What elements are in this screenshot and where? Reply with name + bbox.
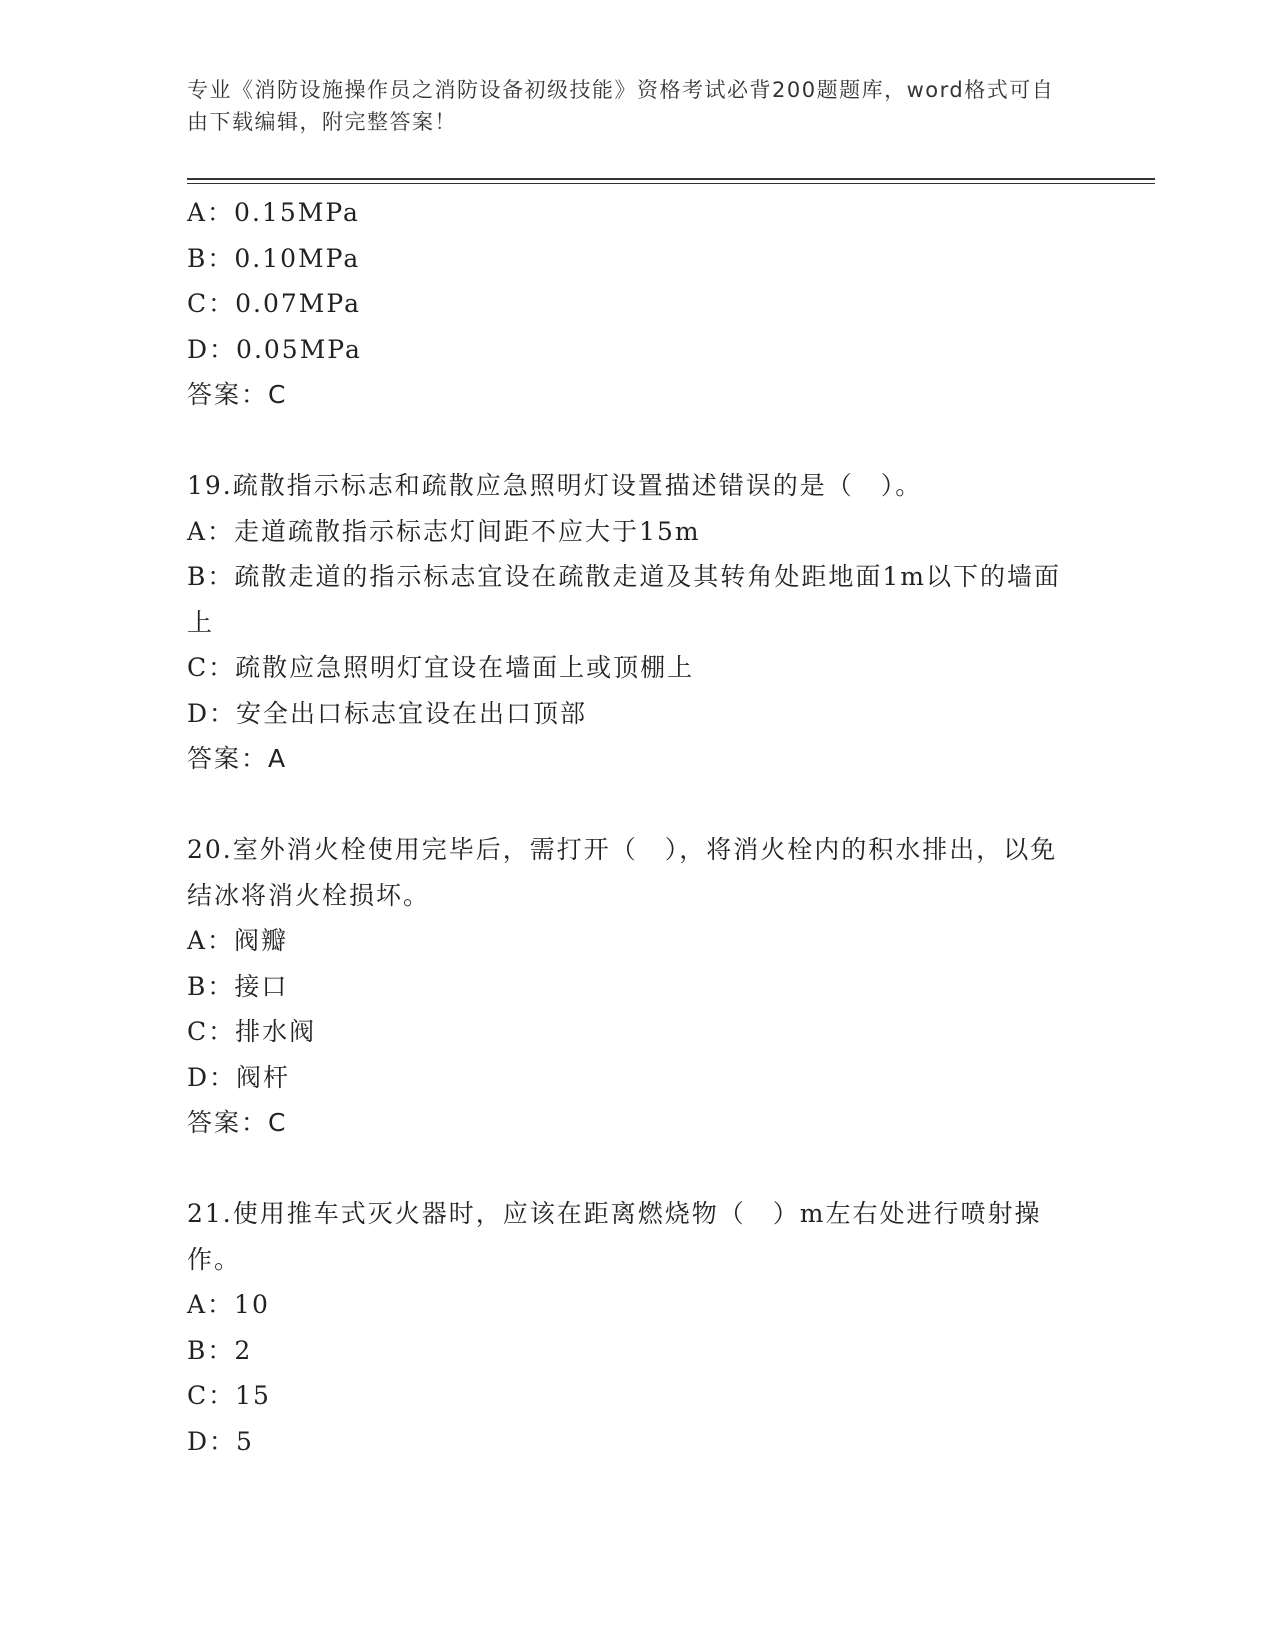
option-b: B：疏散走道的指示标志宜设在疏散走道及其转角处距地面1m以下的墙面上 [187,562,1061,637]
header-rule-thick [187,178,1155,180]
option-d: D：0.05MPa [187,334,362,364]
answer-line: 答案：C [187,1108,288,1137]
answer-line: 答案：C [187,380,288,409]
option-a: A：10 [187,1290,270,1319]
header-rule-thin [187,183,1155,184]
option-b: B：2 [187,1335,253,1365]
option-b: B：0.10MPa [187,243,361,273]
question-list [187,190,1087,1464]
option-c: C：排水阀 [187,1017,317,1046]
option-a: A：阀瓣 [187,926,289,955]
question-20 [187,827,1087,1146]
option-c: C：0.07MPa [187,289,361,318]
question-stem: 20.室外消火栓使用完毕后，需打开（ ），将消火栓内的积水排出，以免结冰将消火栓损坏。 [187,835,1058,910]
spacer [187,782,1087,828]
question-18-continued [187,190,1087,418]
answer-line: 答案：A [187,744,288,773]
option-b: B：接口 [187,971,289,1001]
option-a: A：0.15MPa [187,198,360,227]
option-c: C：疏散应急照明灯宜设在墙面上或顶棚上 [187,653,695,682]
option-d: D：安全出口标志宜设在出口顶部 [187,698,588,728]
question-19 [187,463,1087,782]
option-c: C：15 [187,1381,271,1410]
option-d: D：5 [187,1426,254,1456]
spacer [187,1146,1087,1192]
option-a: A：走道疏散指示标志灯间距不应大于15m [187,516,701,546]
question-stem: 19.疏散指示标志和疏散应急照明灯设置描述错误的是（ ）。 [187,471,923,500]
question-21 [187,1191,1087,1464]
option-d: D：阀杆 [187,1062,291,1092]
spacer [187,418,1087,464]
document-header: 专业《消防设施操作员之消防设备初级技能》资格考试必背200题题库，word格式可自由下载编辑，附完整答案！ [187,78,1055,134]
question-stem: 21.使用推车式灭火器时，应该在距离燃烧物（ ）m左右处进行喷射操作。 [187,1199,1042,1274]
